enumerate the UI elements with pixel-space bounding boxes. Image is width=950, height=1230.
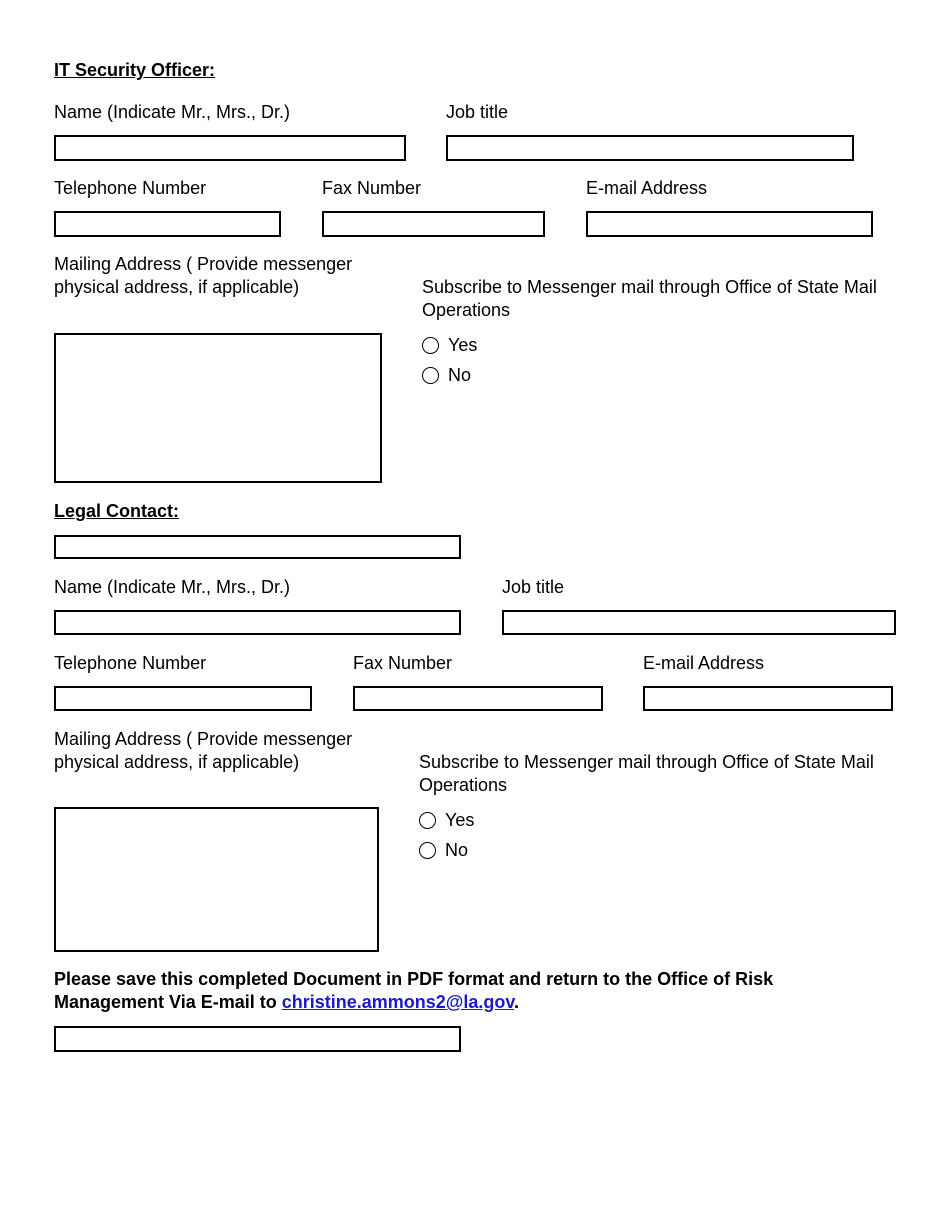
legal-telephone-label: Telephone Number [54, 653, 207, 673]
it-job-title-input[interactable] [446, 135, 854, 161]
legal-no-label: No [445, 840, 469, 860]
radio-circle-icon[interactable] [419, 842, 436, 859]
it-fax-label: Fax Number [322, 178, 422, 198]
radio-circle-icon[interactable] [422, 337, 439, 354]
it-job-title-label: Job title [446, 102, 509, 122]
radio-circle-icon[interactable] [422, 367, 439, 384]
it-yes-label: Yes [448, 335, 478, 355]
notice-text: Please save this completed Document in PDF format and return to the Office of Risk Management Via E-mail to [54, 969, 774, 1012]
legal-fax-label: Fax Number [353, 653, 453, 673]
footer-input[interactable] [54, 1026, 461, 1052]
legal-fax-input[interactable] [353, 686, 603, 711]
it-subscribe-label: Subscribe to Messenger mail through Office of State Mail Operations [422, 277, 877, 320]
legal-name-label: Name (Indicate Mr., Mrs., Dr.) [54, 577, 291, 597]
legal-subscribe-yes-radio[interactable] [419, 809, 474, 832]
it-mailing-label: Mailing Address ( Provide messenger physical address, if applicable) [54, 254, 353, 297]
it-fax-input[interactable] [322, 211, 545, 237]
legal-job-title-input[interactable] [502, 610, 896, 635]
legal-subscribe-label: Subscribe to Messenger mail through Office of State Mail Operations [419, 752, 874, 795]
legal-job-title-label: Job title [502, 577, 565, 597]
notice-period: . [514, 992, 520, 1012]
it-email-label: E-mail Address [586, 178, 708, 198]
email-link[interactable]: christine.ammons2@la.gov [281, 992, 515, 1012]
it-name-label: Name (Indicate Mr., Mrs., Dr.) [54, 102, 291, 122]
legal-mailing-address-input[interactable] [54, 807, 379, 952]
legal-name-input[interactable] [54, 610, 461, 635]
legal-yes-label: Yes [445, 810, 475, 830]
legal-subscribe-no-radio[interactable] [419, 839, 468, 862]
it-name-input[interactable] [54, 135, 406, 161]
legal-contact-heading: Legal Contact: [54, 501, 180, 521]
it-mailing-address-input[interactable] [54, 333, 382, 483]
legal-telephone-input[interactable] [54, 686, 312, 711]
legal-mailing-label: Mailing Address ( Provide messenger physical address, if applicable) [54, 729, 353, 772]
legal-email-input[interactable] [643, 686, 893, 711]
it-telephone-label: Telephone Number [54, 178, 207, 198]
it-telephone-input[interactable] [54, 211, 281, 237]
legal-email-label: E-mail Address [643, 653, 765, 673]
it-security-heading: IT Security Officer: [54, 60, 216, 80]
it-subscribe-yes-radio[interactable] [422, 334, 477, 357]
it-no-label: No [448, 365, 472, 385]
it-email-input[interactable] [586, 211, 873, 237]
radio-circle-icon[interactable] [419, 812, 436, 829]
it-subscribe-no-radio[interactable] [422, 364, 471, 387]
submission-notice [54, 968, 854, 1014]
legal-contact-input[interactable] [54, 535, 461, 559]
